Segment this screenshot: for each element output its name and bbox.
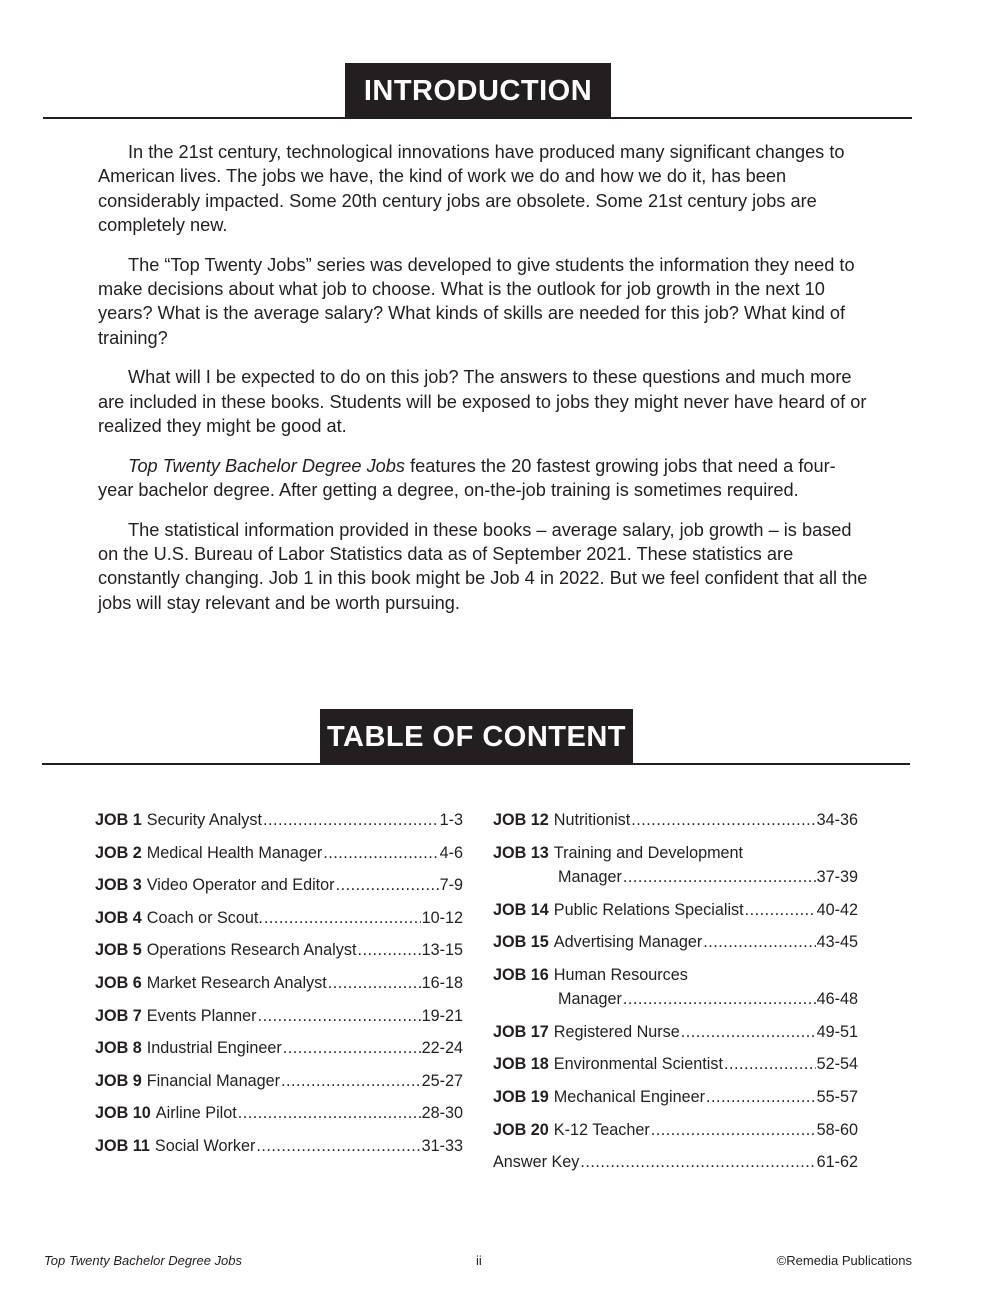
intro-paragraph: [98, 454, 868, 503]
intro-paragraph-italic-title: Top Twenty Bachelor Degree Jobs: [128, 455, 406, 476]
toc-column-left: [95, 811, 463, 1170]
toc-job-number: JOB 17: [493, 1022, 549, 1041]
toc-page-range: 52-54: [816, 1055, 858, 1074]
toc-entry[interactable]: [95, 1137, 463, 1170]
footer-page-number: ii: [476, 1253, 482, 1268]
introduction-body: [98, 140, 868, 631]
toc-dot-leader: [623, 868, 816, 887]
toc-page-range: 28-30: [421, 1104, 463, 1123]
toc-job-number: JOB 5: [95, 941, 142, 960]
toc-page-range: 37-39: [816, 868, 858, 887]
toc-entry[interactable]: [493, 844, 858, 901]
toc-job-title: Operations Research Analyst: [146, 941, 357, 960]
toc-page-range: 7-9: [439, 876, 463, 895]
intro-paragraph-text: features the 20 fastest growing jobs that need a four-year bachelor degree. After getting a degree, on-the-job training is sometimes required.: [98, 455, 836, 501]
intro-paragraph: [98, 365, 868, 438]
toc-page-range: 19-21: [421, 1006, 463, 1025]
toc-job-title-continued: Manager: [558, 990, 622, 1009]
toc-dot-leader: [724, 1055, 816, 1074]
toc-entry-line: [493, 868, 858, 887]
toc-dot-leader: [745, 901, 816, 920]
intro-paragraph-text: In the 21st century, technological innovations have produced many significant changes to American lives. The jobs we have, the kind of work we do and how we do it, has been considerably impacted. Some 20th century jobs are obsolete. Some 21st century jobs are completely new.: [98, 142, 845, 235]
toc-entry[interactable]: [95, 1104, 463, 1137]
toc-dot-leader: [256, 1137, 420, 1156]
toc-entry[interactable]: [95, 876, 463, 909]
toc-job-number: JOB 12: [493, 811, 549, 829]
intro-paragraph: [98, 140, 868, 237]
toc-dot-leader: [580, 1153, 815, 1172]
toc-page-range: 1-3: [439, 811, 463, 829]
toc-page-range: 31-33: [421, 1136, 463, 1155]
toc-job-number: JOB 14: [493, 900, 549, 919]
toc-job-title: Financial Manager: [146, 1071, 280, 1090]
intro-paragraph: [98, 518, 868, 615]
toc-page-range: 55-57: [816, 1087, 858, 1106]
toc-entry[interactable]: [493, 1153, 858, 1186]
toc-job-number: JOB 20: [493, 1120, 549, 1139]
intro-paragraph: [98, 253, 868, 350]
toc-entry[interactable]: [95, 811, 463, 844]
toc-job-title: Nutritionist: [553, 811, 631, 829]
toc-heading-bar: [42, 707, 910, 765]
toc-page-range: 49-51: [816, 1022, 858, 1041]
toc-job-number: JOB 13: [493, 843, 549, 862]
toc-entry[interactable]: [493, 1055, 858, 1088]
intro-paragraph-text: What will I be expected to do on this job? The answers to these questions and much more are included in these books. Students will be exposed to jobs they might never have heard of or realized they might be good at.: [98, 367, 867, 436]
toc-page-range: 58-60: [816, 1120, 858, 1139]
toc-job-title: Training and Development: [553, 843, 744, 862]
toc-job-title: Medical Health Manager: [146, 843, 323, 862]
toc-entry[interactable]: [493, 1088, 858, 1121]
toc-entry[interactable]: [493, 1023, 858, 1056]
toc-entry[interactable]: [95, 1072, 463, 1105]
toc-job-number: JOB 19: [493, 1087, 549, 1106]
toc-dot-leader: [258, 1007, 421, 1026]
toc-page-range: 25-27: [421, 1071, 463, 1090]
toc-dot-leader: [651, 1121, 816, 1140]
toc-job-number: JOB 6: [95, 973, 142, 992]
toc-job-title: Industrial Engineer: [146, 1039, 282, 1058]
toc-job-title: Public Relations Specialist: [553, 900, 744, 919]
toc-entry[interactable]: [493, 811, 858, 844]
toc-job-number: JOB 4: [95, 908, 142, 927]
toc-dot-leader: [328, 974, 421, 993]
toc-dot-leader: [357, 941, 420, 960]
toc-dot-leader: [238, 1104, 421, 1123]
toc-job-number: JOB 10: [95, 1104, 151, 1123]
toc-page-range: 34-36: [816, 811, 858, 829]
toc-dot-leader: [281, 1072, 421, 1091]
toc-dot-leader: [703, 933, 815, 952]
toc-job-number: JOB 2: [95, 843, 142, 862]
toc-page-range: 22-24: [421, 1039, 463, 1058]
toc-entry-line: [493, 966, 858, 991]
toc-dot-leader: [283, 1039, 421, 1058]
toc-page-range: 43-45: [816, 933, 858, 952]
toc-job-title-continued: Manager: [558, 868, 622, 887]
toc-page-range: 13-15: [421, 941, 463, 960]
introduction-heading-bar: [43, 61, 912, 119]
toc-job-number: JOB 11: [95, 1136, 150, 1155]
toc-job-title: Security Analyst: [146, 811, 262, 829]
toc-job-title: Social Worker: [154, 1136, 256, 1155]
toc-job-title: Advertising Manager: [553, 933, 703, 952]
toc-dot-leader: [336, 876, 439, 895]
toc-dot-leader: [263, 811, 439, 830]
toc-dot-leader: [681, 1023, 816, 1042]
toc-entry[interactable]: [95, 844, 463, 877]
toc-page-range: 61-62: [816, 1153, 858, 1172]
toc-entry-line: [493, 990, 858, 1009]
intro-paragraph-text: The statistical information provided in these books – average salary, job growth – is based on the U.S. Bureau of Labor Statistics data as of September 2021. These statistics are constantly changing. Job 1 in this book might be Job 4 in 2022. But we feel confident that all the jobs will stay relevant and be worth pursuing.: [98, 519, 868, 613]
toc-job-title: Market Research Analyst: [146, 973, 327, 992]
toc-job-number: JOB 16: [493, 965, 549, 984]
toc-page-range: 40-42: [816, 900, 858, 919]
toc-entry[interactable]: [95, 1039, 463, 1072]
toc-job-title: Answer Key: [493, 1153, 580, 1172]
toc-job-title: Video Operator and Editor: [146, 876, 335, 895]
toc-entry[interactable]: [95, 1007, 463, 1040]
toc-job-number: JOB 8: [95, 1039, 142, 1058]
toc-job-title: Registered Nurse: [553, 1022, 680, 1041]
toc-job-title: Mechanical Engineer: [553, 1087, 705, 1106]
footer-book-title: Top Twenty Bachelor Degree Jobs: [44, 1253, 242, 1268]
toc-job-number: JOB 15: [493, 933, 549, 952]
toc-entry[interactable]: [95, 909, 463, 942]
toc-entry[interactable]: [493, 901, 858, 934]
toc-heading: TABLE OF CONTENT: [320, 709, 633, 765]
toc-job-number: JOB 9: [95, 1071, 142, 1090]
toc-entry[interactable]: [493, 933, 858, 966]
toc-entry[interactable]: [95, 941, 463, 974]
toc-page-range: 4-6: [439, 843, 463, 862]
toc-column-right: [493, 811, 858, 1186]
toc-job-title: Coach or Scout.: [146, 908, 263, 927]
toc-dot-leader: [623, 990, 816, 1009]
intro-paragraph-text: The “Top Twenty Jobs” series was developed to give students the information they need to make decisions about what job to choose. What is the outlook for job growth in the next 10 years? What is the average salary? What kinds of skills are needed for this job? What kind of training?: [98, 254, 855, 348]
toc-job-title: Airline Pilot: [155, 1104, 237, 1123]
toc-page-range: 10-12: [421, 908, 463, 927]
toc-job-number: JOB 18: [493, 1055, 549, 1074]
toc-job-number: JOB 1: [95, 811, 142, 829]
toc-job-title: Environmental Scientist: [553, 1055, 723, 1074]
toc-job-title: Events Planner: [146, 1006, 257, 1025]
toc-dot-leader: [323, 844, 438, 863]
toc-page-range: 46-48: [816, 990, 858, 1009]
toc-dot-leader: [631, 811, 815, 830]
footer-publisher: ©Remedia Publications: [776, 1253, 912, 1268]
toc-entry[interactable]: [493, 1121, 858, 1154]
toc-entry[interactable]: [493, 966, 858, 1023]
toc-entry[interactable]: [95, 974, 463, 1007]
toc-job-title: K-12 Teacher: [553, 1120, 650, 1139]
toc-dot-leader: [706, 1088, 816, 1107]
toc-page-range: 16-18: [421, 973, 463, 992]
toc-job-number: JOB 3: [95, 876, 142, 895]
toc-entry-line: [493, 844, 858, 869]
toc-job-title: Human Resources: [553, 965, 688, 984]
introduction-heading: INTRODUCTION: [345, 63, 611, 119]
toc-job-number: JOB 7: [95, 1006, 142, 1025]
toc-dot-leader: [264, 909, 421, 928]
